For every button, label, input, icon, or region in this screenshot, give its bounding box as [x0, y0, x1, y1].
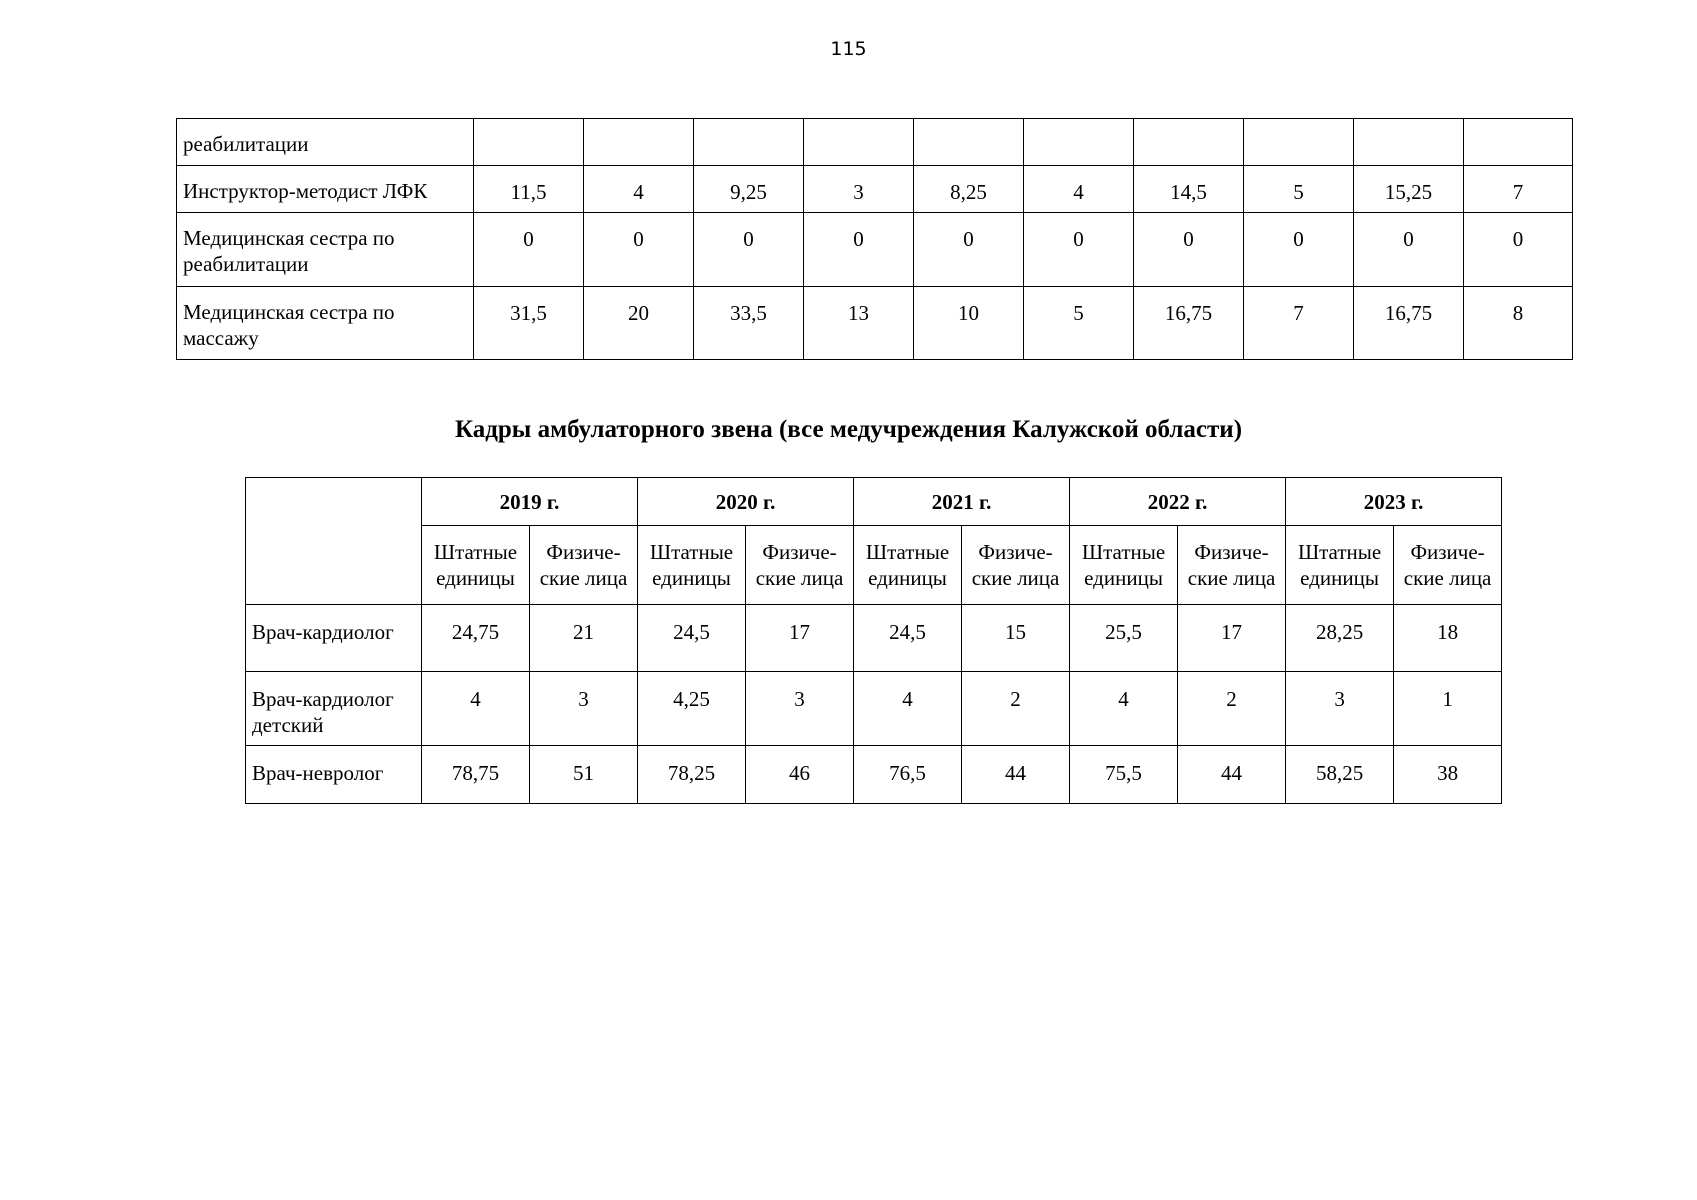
table-row	[246, 672, 1502, 746]
staff-table	[245, 477, 1502, 804]
table-cell: 75,5	[1070, 746, 1178, 804]
table-cell: 7	[1464, 166, 1573, 213]
table-cell: 24,5	[638, 605, 746, 672]
table-cell	[914, 119, 1024, 166]
table-cell: 17	[746, 605, 854, 672]
table-row	[177, 166, 1573, 213]
table-cell	[1024, 119, 1134, 166]
table-cell: 3	[804, 166, 914, 213]
table-cell: 14,5	[1134, 166, 1244, 213]
table-cell	[804, 119, 914, 166]
table-cell: 9,25	[694, 166, 804, 213]
table-cell: 8,25	[914, 166, 1024, 213]
row-label: реабилитации	[177, 119, 474, 166]
table-cell: 0	[1024, 213, 1134, 287]
table-cell: 4	[584, 166, 694, 213]
table-cell	[1464, 119, 1573, 166]
table-row	[246, 746, 1502, 804]
table-cell: 0	[694, 213, 804, 287]
table-cell: 44	[962, 746, 1070, 804]
row-label: Медицинская сестра по реабилитации	[177, 213, 474, 287]
table-cell: 24,5	[854, 605, 962, 672]
table-cell: 76,5	[854, 746, 962, 804]
table-cell: 4	[1070, 672, 1178, 746]
year-header-row	[246, 478, 1502, 526]
table-cell: 25,5	[1070, 605, 1178, 672]
staff-units-header: Штатные единицы	[1070, 526, 1178, 605]
row-label: Инструктор-методист ЛФК	[177, 166, 474, 213]
year-header: 2023 г.	[1286, 478, 1502, 526]
table-cell: 4	[854, 672, 962, 746]
row-label: Врач-невролог	[246, 746, 422, 804]
table-cell: 0	[914, 213, 1024, 287]
table-cell: 4	[422, 672, 530, 746]
table-row	[177, 119, 1573, 166]
table-cell: 78,25	[638, 746, 746, 804]
table-cell: 11,5	[474, 166, 584, 213]
table-cell: 20	[584, 287, 694, 360]
table-cell	[584, 119, 694, 166]
staff-units-header: Штатные единицы	[854, 526, 962, 605]
table-cell: 21	[530, 605, 638, 672]
table-cell: 5	[1244, 166, 1354, 213]
table-cell: 15	[962, 605, 1070, 672]
table-cell: 44	[1178, 746, 1286, 804]
staff-units-header: Штатные единицы	[1286, 526, 1394, 605]
table-cell: 3	[1286, 672, 1394, 746]
table-cell: 0	[1354, 213, 1464, 287]
table-cell: 1	[1394, 672, 1502, 746]
table-cell: 13	[804, 287, 914, 360]
table-cell: 2	[962, 672, 1070, 746]
table-cell	[1354, 119, 1464, 166]
individuals-header: Физиче-ские лица	[1178, 526, 1286, 605]
table-cell: 0	[584, 213, 694, 287]
table-cell	[474, 119, 584, 166]
table-cell: 3	[746, 672, 854, 746]
staff-units-header: Штатные единицы	[638, 526, 746, 605]
table-cell: 2	[1178, 672, 1286, 746]
corner-cell	[246, 478, 422, 605]
table-cell: 51	[530, 746, 638, 804]
table-cell: 38	[1394, 746, 1502, 804]
year-header: 2021 г.	[854, 478, 1070, 526]
row-label: Медицинская сестра по массажу	[177, 287, 474, 360]
table-cell: 8	[1464, 287, 1573, 360]
table-cell: 4	[1024, 166, 1134, 213]
page-number: 115	[830, 38, 867, 60]
table-cell: 0	[474, 213, 584, 287]
continuation-table	[176, 118, 1573, 360]
table-cell: 0	[1464, 213, 1573, 287]
table-row	[246, 605, 1502, 672]
table-cell: 17	[1178, 605, 1286, 672]
table-row	[177, 213, 1573, 287]
table-cell: 15,25	[1354, 166, 1464, 213]
table-cell	[694, 119, 804, 166]
year-header: 2020 г.	[638, 478, 854, 526]
individuals-header: Физиче-ские лица	[746, 526, 854, 605]
table-cell: 16,75	[1134, 287, 1244, 360]
table-cell: 28,25	[1286, 605, 1394, 672]
year-header: 2022 г.	[1070, 478, 1286, 526]
table-row	[177, 287, 1573, 360]
sub-header-row	[246, 526, 1502, 605]
table-cell	[1134, 119, 1244, 166]
section-title: Кадры амбулаторного звена (все медучреждения Калужской области)	[454, 416, 1243, 443]
table-cell: 16,75	[1354, 287, 1464, 360]
year-header: 2019 г.	[422, 478, 638, 526]
table-cell: 4,25	[638, 672, 746, 746]
individuals-header: Физиче-ские лица	[530, 526, 638, 605]
table-cell: 7	[1244, 287, 1354, 360]
staff-units-header: Штатные единицы	[422, 526, 530, 605]
table-cell: 31,5	[474, 287, 584, 360]
row-label: Врач-кардиолог	[246, 605, 422, 672]
table-cell: 0	[804, 213, 914, 287]
table-cell	[1244, 119, 1354, 166]
table-cell: 46	[746, 746, 854, 804]
table-cell: 5	[1024, 287, 1134, 360]
table-cell: 24,75	[422, 605, 530, 672]
table-cell: 10	[914, 287, 1024, 360]
table-cell: 3	[530, 672, 638, 746]
table-cell: 0	[1134, 213, 1244, 287]
table-cell: 58,25	[1286, 746, 1394, 804]
individuals-header: Физиче-ские лица	[1394, 526, 1502, 605]
row-label: Врач-кардиолог детский	[246, 672, 422, 746]
table-cell: 18	[1394, 605, 1502, 672]
table-cell: 0	[1244, 213, 1354, 287]
individuals-header: Физиче-ские лица	[962, 526, 1070, 605]
table-cell: 33,5	[694, 287, 804, 360]
table-cell: 78,75	[422, 746, 530, 804]
